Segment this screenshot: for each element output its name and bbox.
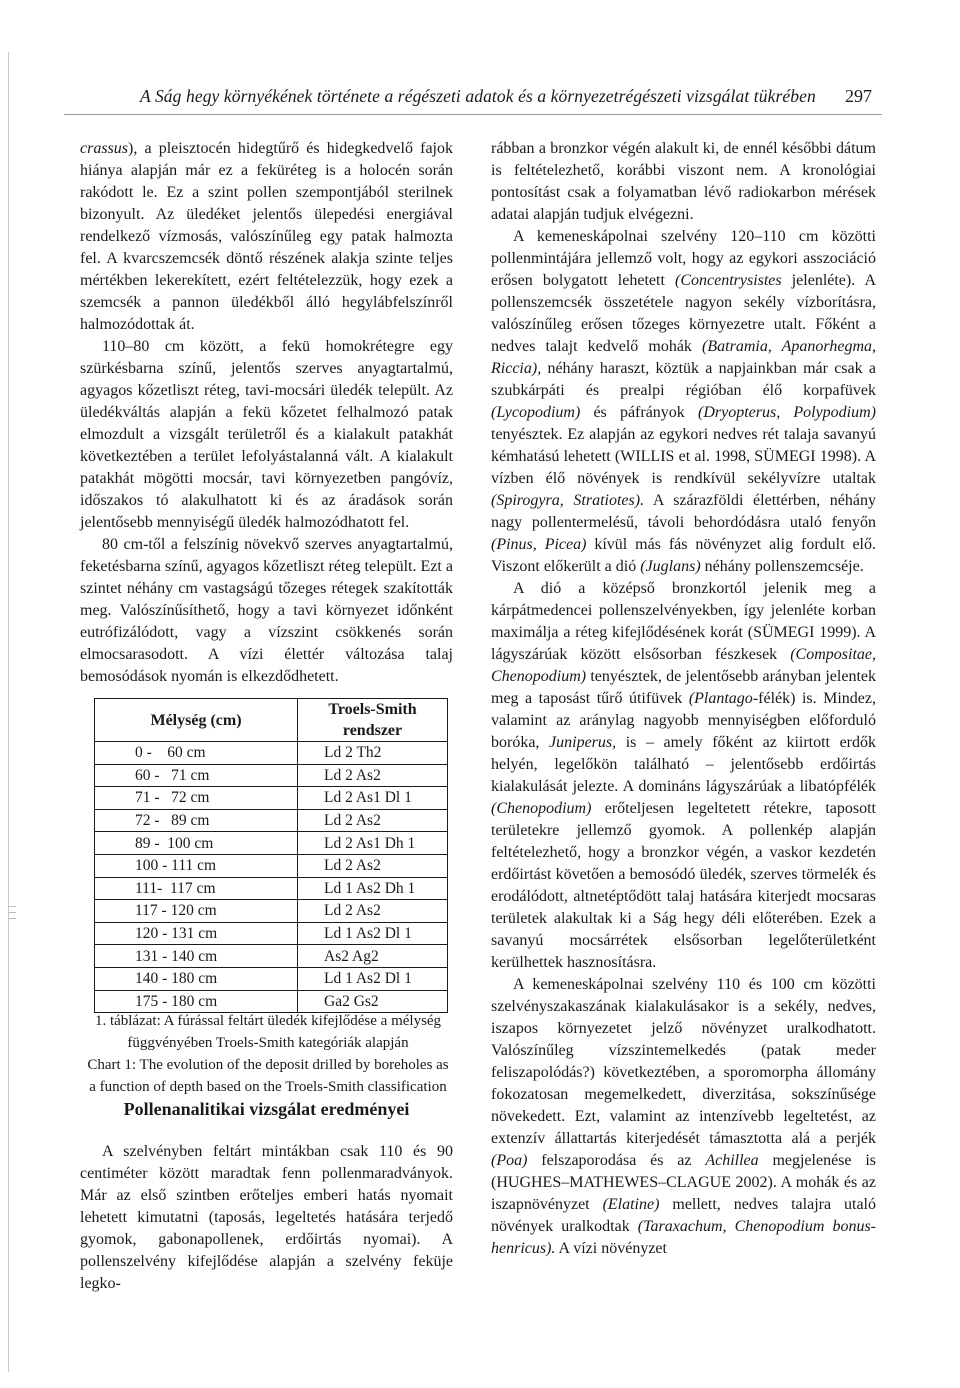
text-run: felszaporodása és az — [527, 1152, 706, 1169]
depth-cell: 120 - 131 cm — [95, 922, 298, 945]
table-row — [95, 809, 448, 832]
text-run: néhány haraszt, köztük a napjainkban már csak a szubkárpáti és prealpi régióban élő korpafüvek — [491, 360, 876, 399]
troels-smith-cell: Ld 2 As2 — [298, 900, 448, 923]
depth-cell: 175 - 180 cm — [95, 990, 298, 1013]
troels-smith-cell: Ld 2 As2 — [298, 809, 448, 832]
text-run: megjelenése is (HUGHES–MATHEWES–CLAGUE 2002). A mohák és az iszapnövényzet — [491, 1152, 877, 1213]
text-run: és páfrányok — [580, 404, 698, 421]
troels-smith-cell: Ga2 Gs2 — [298, 990, 448, 1013]
text-run: néhány pollenszemcséje. — [700, 558, 864, 575]
text-run: A dió a középső bronzkortól jelenik meg a kárpátmedencei pollenszelvényekben, így jelenléte korban maximálja a réteg kifejlődésének korát (SÜMEGI 1999). A lágyszárúak között elsősorban fészkesek — [491, 580, 876, 663]
taxon-name: (Plantago — [688, 690, 753, 707]
paragraph-pollen-intro: A szelvényben feltárt mintákban csak 110 és 90 centiméter között maradtak fenn pollenmaradványok. Már az első szintben erőteljes emberi hatás nyomait lehetett kimutatni (taposás, legeltetés hatására terjedő gyomok, gabonapollenek, erdőirtás nyomai). A pollenszelvény kifejlődése alapján a szelvény feküje legko- — [80, 1143, 453, 1292]
table-row — [95, 832, 448, 855]
taxon-name: (Juglans) — [640, 558, 701, 575]
depth-cell: 89 - 100 cm — [95, 832, 298, 855]
text-run: jelenléte). A pollenszemcsék összetétele nagyon sekély vízborításra, valószínűleg erősen tőzeges környezetre utalt. Főként a nedves talajt kedvelő mohák — [491, 272, 876, 355]
table-row — [95, 764, 448, 787]
margin-tick — [8, 918, 16, 919]
paragraph-110-100 — [491, 974, 876, 1260]
taxon-name: (Dryopterus, Polypodium) — [697, 404, 877, 421]
caption-en-line-2: a function of depth based on the Troels-Smith classification — [89, 1079, 447, 1095]
taxon-name: (Pinus, Picea) — [491, 536, 587, 553]
table-caption — [76, 1010, 460, 1098]
text-run: A vízi növényzet — [555, 1240, 667, 1257]
table-body — [95, 742, 448, 1013]
text-run: rábban a bronzkor végén alakult ki, de ennél későbbi dátum is feltételezhető, korábbi viszont nem. A kronológiai pontosítást csak a folyamatban lévő radiokarbon mérések adatai alapján tudjuk elvégezni. — [491, 140, 876, 223]
paragraph-walnut — [491, 578, 876, 974]
depth-cell: 60 - 71 cm — [95, 764, 298, 787]
troels-smith-cell: Ld 1 As2 Dl 1 — [298, 922, 448, 945]
depth-cell: 117 - 120 cm — [95, 900, 298, 923]
text-run: mellett, nedves talajra utaló növények uralkodtak — [491, 1196, 876, 1235]
caption-en-line-1: Chart 1: The evolution of the deposit drilled by boreholes as — [87, 1057, 449, 1073]
table-header-row — [95, 699, 448, 742]
header-depth: Mélység (cm) — [95, 699, 298, 742]
taxon-name: (Batramia, Apanorhegma, Riccia), — [491, 338, 877, 377]
troels-smith-table — [94, 698, 448, 1013]
paragraph-110-80: 110–80 cm között, a fekü homokrétegre egy szürkésbarna színű, jelentős szerves anyagtartalmú, agyagos kőzetliszt réteg, tavi-mocsári üledék települt. Az üledékváltás alapján a fekü kőzetet felhalmozó patak elmozdult a vizsgált területről és a kialakult patakhát következtében a terület lefolyástalanná vált. A kialakult patakhát mögötti mocsár, tavi környezetben pangóvíz, időszakos tó alakulhatott ki és az áradások során jelentősebb mennyiségű üledék halmozódhatott fel. — [80, 338, 453, 531]
taxon-name: (Elatine) — [602, 1196, 660, 1213]
caption-hu-line-2: függvényében Troels-Smith kategóriák alapján — [127, 1035, 409, 1051]
troels-smith-cell: Ld 2 As1 Dh 1 — [298, 832, 448, 855]
text-run: erőteljesen legeltetett rétekre, taposott területekre jellemző gyomok. A pollenkép alapján feltételezhető, hogy a bronzkor végén, a vaskor kezdetén erdőirtást követően a bemosódó üledék, szerves törmelék és erodálódott, altnetéptődött talaj hatására kiterjedt mocsaras területek alakultak ki a Ság hegy déli előterében. Ezek a savanyú mocsárrétek elsősorban legelőterületként kerülhettek hasznosításra. — [491, 800, 876, 971]
caption-hu-line-1: 1. táblázat: A fúrással feltárt üledék kifejlődése a mélység — [94, 1013, 442, 1029]
table-row — [95, 967, 448, 990]
taxon-name: Juniperus, — [549, 734, 617, 751]
page-number: 297 — [845, 86, 872, 106]
left-column-bottom — [80, 1141, 453, 1295]
taxon-name: (Spirogyra, Stratiotes). — [491, 492, 645, 509]
text-run: A kemeneskápolnai szelvény 120–110 cm közötti pollenmintájára jellemző volt, hogy az egykori asszociáció erősen bolygatott lehetett — [491, 228, 876, 289]
header-rule — [64, 114, 882, 115]
paragraph-text: ), a pleisztocén hidegtűrő és hidegkedvelő fajok hiánya alapján már ez a feküréteg is a holocén során rakódott le. Ez a szint pollen szempontjából sterilnek bizonyult. Az üledéket jelentős ülepedési energiával rendelkező vízmosás, valószínűleg egy patak halmozta fel. A kvarcszemcsék döntő részének alakja szinte teljes mértékben lekerekített, ezért feltételezzük, hogy ezek a szemcsék a pannon üledékből álló hegylábfelszínről halmozódottak át. — [80, 140, 453, 333]
margin-tick — [8, 912, 16, 913]
paragraph-crassus — [80, 138, 453, 336]
paragraph-chronology — [491, 138, 876, 226]
text-run: kívül más fás növényzet alig fordult elő. Viszont előkerült a dió — [491, 536, 876, 575]
depth-cell: 140 - 180 cm — [95, 967, 298, 990]
depth-cell: 100 - 111 cm — [95, 854, 298, 877]
italic-term: crassus — [80, 140, 129, 157]
depth-cell: 0 - 60 cm — [95, 742, 298, 765]
troels-smith-cell: Ld 2 As1 Dl 1 — [298, 787, 448, 810]
section-heading: Pollenanalitikai vizsgálat eredményei — [123, 1099, 410, 1119]
text-run: is – amely főként az kiirtott erdők helyén, legelőkön található – jelentősebb erdőirtás kialakulását jelezte. A domináns lágyszárúak a libatópfélék — [491, 734, 876, 795]
text-run: tenyésztek, de jelentősebb arányban jelentek meg a taposást tűrő útifüvek — [491, 668, 876, 707]
header-troels-smith: Troels-Smith rendszer — [298, 699, 448, 742]
table-row — [95, 945, 448, 968]
text-run: tenyésztek. Ez alapján az egykori nedves rét talaja savanyú kémhatású lehetett (WILLIS et al. 1998, SÜMEGI 1998). A vízben élő növények is rendkívül sekélyvízre utaltak — [491, 426, 876, 487]
paragraph-120-110 — [491, 226, 876, 578]
table-row — [95, 922, 448, 945]
left-column — [80, 138, 453, 688]
taxon-name: (Lycopodium) — [491, 404, 581, 421]
taxon-name: (Compositae, Chenopodium) — [491, 646, 876, 685]
paragraph-80: 80 cm-től a felszínig növekvő szerves anyagtartalmú, feketésbarna színű, agyagos kőzetliszt réteg települt. Ezt a szintet néhány cm vastagságú tőzeges rétegek szakították meg. Valószínűsíthető, hogy a tavi környezet időnként eutrófizálódott, vagy a vízszint csökkenés során elmocsarasodott. A vízi élettér változása talaj bemosódások nyomán is elkezdődhetett. — [80, 536, 453, 685]
depth-cell: 71 - 72 cm — [95, 787, 298, 810]
taxon-name: (Taraxachum, Chenopodium bonus-henricus). — [491, 1218, 876, 1257]
margin-tick — [8, 906, 16, 907]
troels-smith-cell: Ld 2 Th2 — [298, 742, 448, 765]
running-header: A Ság hegy környékének története a régészeti adatok és a környezetrégészeti vizsgálat tükrében — [140, 86, 816, 106]
taxon-name: Achillea — [705, 1152, 759, 1169]
troels-smith-cell: Ld 1 As2 Dl 1 — [298, 967, 448, 990]
troels-smith-cell: Ld 2 As2 — [298, 764, 448, 787]
table-row — [95, 900, 448, 923]
depth-cell: 111- 117 cm — [95, 877, 298, 900]
scan-edge-line — [8, 52, 9, 1372]
table-row — [95, 854, 448, 877]
table-row — [95, 877, 448, 900]
taxon-name: (Concentrysistes — [674, 272, 782, 289]
table-row — [95, 742, 448, 765]
troels-smith-cell: As2 Ag2 — [298, 945, 448, 968]
text-run: -félék) is. Mindez, valamint az aránylag nagyobb mennyiségben előforduló boróka, — [491, 690, 876, 751]
right-column — [491, 138, 876, 1260]
depth-cell: 131 - 140 cm — [95, 945, 298, 968]
depth-cell: 72 - 89 cm — [95, 809, 298, 832]
taxon-name: (Chenopodium) — [491, 800, 592, 817]
table-row — [95, 787, 448, 810]
text-run: A kemeneskápolnai szelvény 110 és 100 cm közötti szelvényszakaszának kialakulásakor is a sekély, nedves, iszapos környezetet jelző növényzet uralkodhatott. Valószínűleg vízszintemelkedés (patak meder feliszapolódás?) következtében, a sporomorpha állomány fokozatosan megemelkedett, diverzitása, sokszínűsége növekedett. Ezt, valamint az intenzívebb legeltetést, az extenzív állattartás kiterjedését támasztotta alá a perjék — [491, 976, 876, 1147]
troels-smith-cell: Ld 1 As2 Dh 1 — [298, 877, 448, 900]
taxon-name: (Poa) — [491, 1152, 528, 1169]
troels-smith-cell: Ld 2 As2 — [298, 854, 448, 877]
text-run: A szárazföldi élettérben, néhány nagy pollentermelésű, távoli behordódásra utaló fenyőn — [491, 492, 876, 531]
